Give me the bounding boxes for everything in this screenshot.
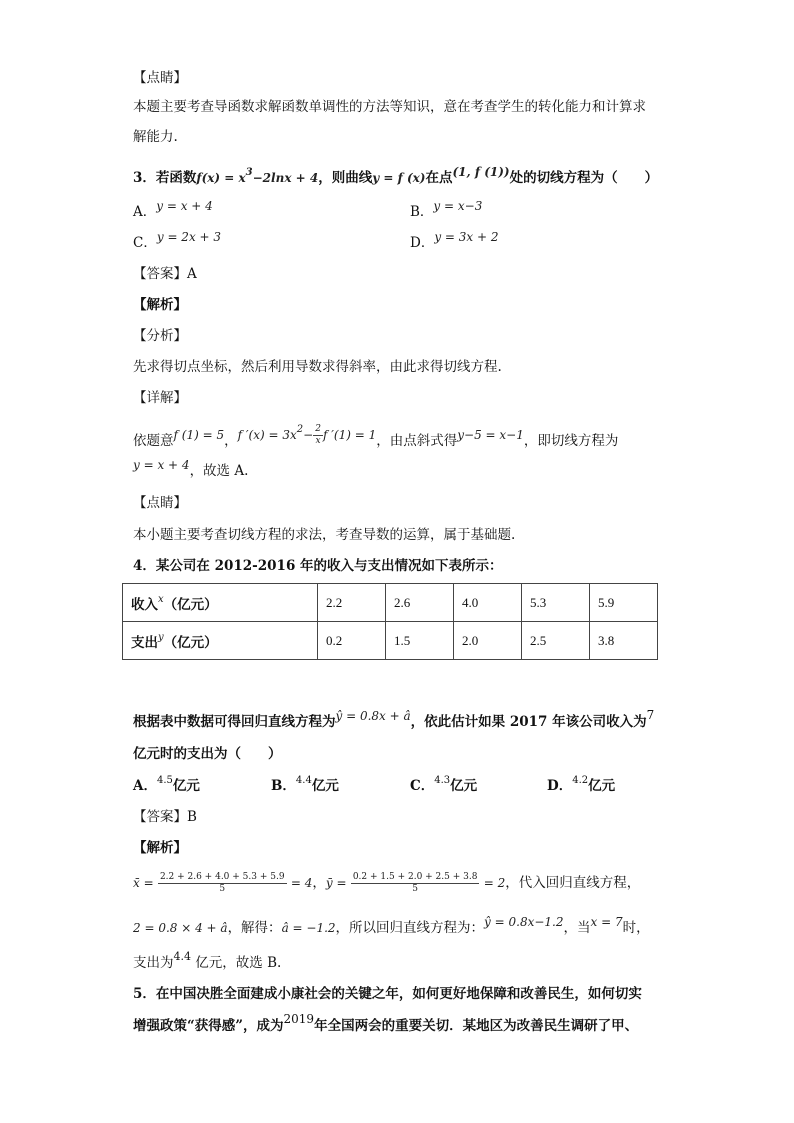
q3-dianjing-heading: 【点睛】 (133, 495, 187, 511)
q4-option-a: A．$^{4.5}$亿元 (133, 775, 200, 794)
q4-option-d: D．$^{4.2}$亿元 (547, 775, 616, 794)
section-heading-dianjing: 【点睛】 (133, 70, 187, 86)
q3-xiangjie-heading: 【详解】 (133, 390, 187, 406)
question-5-stem-line1: 5．在中国决胜全面建成小康社会的关键之年，如何更好地保障和改善民生，如何切实 (133, 986, 642, 1002)
table-cell: 4.0 (454, 584, 522, 622)
question-4-title: 4．某公司在 2012-2016 年的收入与支出情况如下表所示： (133, 558, 503, 574)
q3-option-b: B．y = x−3 (410, 199, 483, 220)
q4-jiexi-heading: 【解析】 (133, 840, 187, 856)
q3-option-a: A．y = x + 4 (133, 199, 213, 220)
row-header-income: 收入$^x$（亿元） (123, 584, 318, 622)
q3-jiexi-heading: 【解析】 (133, 297, 187, 313)
table-cell: 2.5 (522, 622, 590, 660)
dianjing-text-line2: 解能力. (133, 129, 178, 145)
q4-option-b: B．$^{4.4}$亿元 (271, 775, 339, 794)
q3-solution-line1: 依题意f (1) = 5，f $'(x) = 3x^2-$ $\frac{2}{x}$ f ′(1) = 1，由点斜式得y−5 = x−1，即切线方程为 (133, 424, 619, 449)
q4-solution-line3: 支出为$^{4.4}$ 亿元，故选 B. (133, 950, 282, 971)
q4-option-c: C．$^{4.3}$亿元 (410, 775, 478, 794)
question-4-stem-line2: 亿元时的支出为（ ） (133, 746, 282, 762)
table-cell: 1.5 (386, 622, 454, 660)
table-cell: 0.2 (318, 622, 386, 660)
question-3-stem: 3．若函数$f(x) = x^3-2\ln x + 4$，则曲线y = f (x)在点(1, f (1))处的切线方程为（ ） (133, 165, 659, 186)
q3-option-d: D．y = 3x + 2 (410, 230, 499, 251)
table-row (123, 622, 658, 660)
q3-fenxi-heading: 【分析】 (133, 328, 187, 344)
q4-solution-line2: 2 = 0.8 × 4 + â，解得：â = −1.2，所以回归直线方程为：ŷ = 0.8x−1.2，当x = 7时， (133, 915, 650, 936)
table-cell: 5.3 (522, 584, 590, 622)
q3-fenxi-text: 先求得切点坐标，然后利用导数求得斜率，由此求得切线方程. (133, 359, 502, 375)
table-cell: 3.8 (590, 622, 658, 660)
q3-answer: 【答案】A (133, 266, 197, 282)
question-4-stem-line1: 根据表中数据可得回归直线方程为ŷ = 0.8x + â，依此估计如果 2017 年该公司收入为7 (133, 708, 655, 730)
table-cell: 5.9 (590, 584, 658, 622)
q3-dianjing-text: 本小题主要考查切线方程的求法，考查导数的运算，属于基础题. (133, 527, 516, 543)
dianjing-text-line1: 本题主要考查导函数求解函数单调性的方法等知识，意在考查学生的转化能力和计算求 (133, 99, 646, 115)
q4-solution-line1: x̄ = $\frac{2.2 + 2.6 + 4.0 + 5.3 + 5.9}{5}$ = 4，ȳ = $\frac{0.2 + 1.5 + 2.0 + 2.5 + 3.8}{5}$ = 2，代入回归直线方程， (133, 872, 641, 894)
row-header-expense: 支出$^y$（亿元） (123, 622, 318, 660)
table-cell: 2.0 (454, 622, 522, 660)
table-row (123, 584, 658, 622)
income-expense-table (122, 583, 658, 660)
table-cell: 2.2 (318, 584, 386, 622)
question-5-stem-line2: 增强政策“获得感”，成为2019年全国两会的重要关切．某地区为改善民生调研了甲、 (133, 1012, 639, 1034)
table-cell: 2.6 (386, 584, 454, 622)
q3-solution-line2: y = x + 4，故选 A. (133, 458, 249, 479)
q3-option-c: C．y = 2x + 3 (133, 230, 222, 251)
q4-answer: 【答案】B (133, 809, 197, 825)
